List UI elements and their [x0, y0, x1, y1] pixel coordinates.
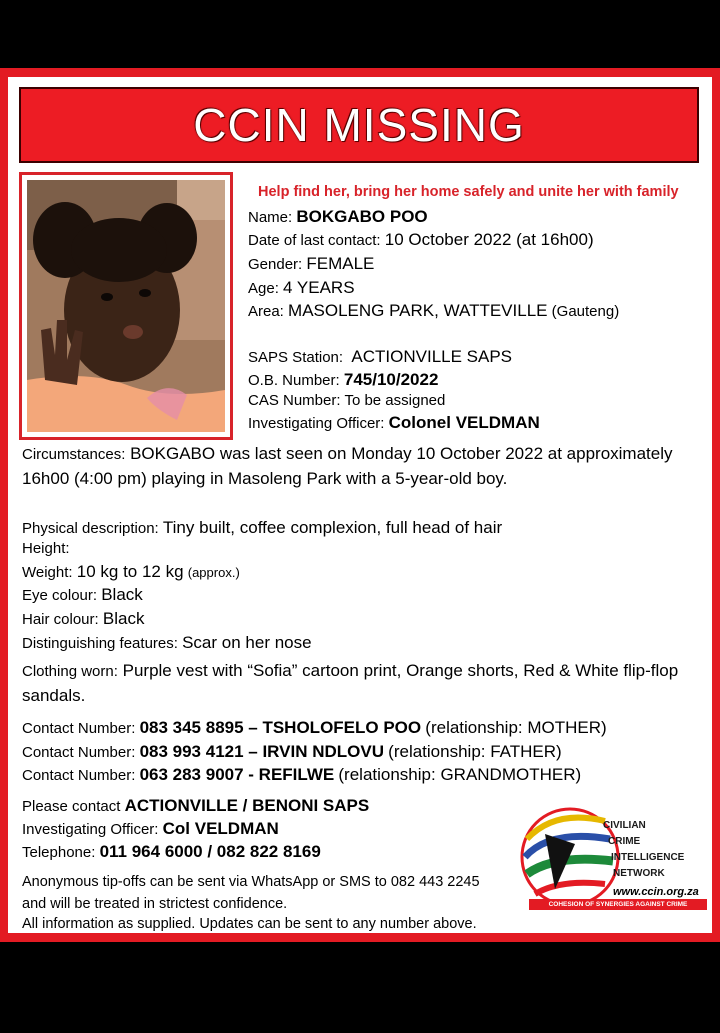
name-label: Name: — [248, 209, 293, 226]
ccin-logo — [515, 799, 711, 929]
telephone-line — [22, 843, 321, 862]
telephone-value: 011 964 6000 / 082 822 8169 — [99, 842, 321, 861]
contact-row — [22, 719, 607, 738]
age-label: Age: — [248, 280, 279, 297]
police-contact-line — [22, 797, 369, 816]
weight-value: 10 kg to 12 kg — [76, 562, 184, 581]
logo-word-1: CIVILIAN — [603, 820, 646, 831]
gender-line — [248, 255, 374, 274]
age-value: 4 YEARS — [283, 278, 355, 297]
contact-number: 083 345 8895 – TSHOLOFELO POO — [139, 718, 422, 737]
logo-word-2: CRIME — [608, 836, 641, 847]
missing-person-photo-frame — [19, 172, 233, 440]
area-region: (Gauteng) — [551, 303, 620, 320]
officer-label: Investigating Officer: — [248, 415, 385, 432]
age-line — [248, 279, 355, 298]
area-value: MASOLENG PARK, WATTEVILLE — [288, 301, 548, 320]
circumstances — [22, 442, 708, 491]
saps-line — [248, 348, 512, 367]
saps-label: SAPS Station: — [248, 349, 344, 366]
features-value: Scar on her nose — [182, 633, 312, 652]
ob-label: O.B. Number: — [248, 372, 340, 389]
logo-url: www.ccin.org.za — [613, 886, 699, 898]
eye-label: Eye colour: — [22, 587, 98, 604]
hair-line — [22, 610, 144, 629]
footer-line-3: All information as supplied. Updates can be sent to any number above. — [22, 916, 477, 932]
contact-number: 063 283 9007 - REFILWE — [139, 765, 335, 784]
clothing — [22, 659, 708, 708]
missing-person-photo — [27, 180, 225, 432]
telephone-label: Telephone: — [22, 844, 96, 861]
hair-value: Black — [102, 609, 145, 628]
height-label: Height: — [22, 540, 70, 557]
features-label: Distinguishing features: — [22, 635, 178, 652]
description-line — [22, 519, 502, 538]
police-contact-label: Please contact — [22, 798, 121, 815]
poster — [0, 68, 720, 942]
contact-number: 083 993 4121 – IRVIN NDLOVU — [139, 742, 384, 761]
officer-line — [248, 414, 540, 433]
cas-label: CAS Number: — [248, 392, 341, 409]
poster-body — [8, 77, 712, 933]
police-contact-value: ACTIONVILLE / BENONI SAPS — [124, 796, 370, 815]
contact-relation: (relationship: GRANDMOTHER) — [338, 765, 582, 784]
hair-label: Hair colour: — [22, 611, 99, 628]
title-banner — [19, 87, 699, 163]
logo-word-3: INTELLIGENCE — [611, 852, 685, 863]
last-contact-label: Date of last contact: — [248, 232, 381, 249]
description-value: Tiny built, coffee complexion, full head of hair — [162, 518, 503, 537]
contact-label: Contact Number: — [22, 744, 136, 761]
area-label: Area: — [248, 303, 284, 320]
ob-line — [248, 371, 438, 390]
ob-value: 745/10/2022 — [343, 370, 439, 389]
name-value: BOKGABO POO — [296, 207, 428, 226]
cas-line — [248, 392, 445, 410]
eye-line — [22, 586, 143, 605]
footer-line-1: Anonymous tip-offs can be sent via WhatsApp or SMS to 082 443 2245 — [22, 874, 480, 890]
circumstances-text: BOKGABO was last seen on Monday 10 October 2022 at approximately 16h00 (4:00 pm) playing in Masoleng Park with a 5-year-old boy. — [22, 444, 673, 488]
weight-note: (approx.) — [187, 565, 240, 580]
features-line — [22, 634, 312, 653]
contact-relation: (relationship: MOTHER) — [425, 718, 607, 737]
tagline: Help find her, bring her home safely and unite her with family — [258, 184, 679, 200]
footer-line-2: and will be treated in strictest confidence. — [22, 896, 288, 912]
clothing-value: Purple vest with “Sofia” cartoon print, Orange shorts, Red & White flip-flop sandals. — [22, 661, 679, 705]
clothing-label: Clothing worn: — [22, 663, 118, 680]
logo-slogan: COHESION OF SYNERGIES AGAINST CRIME — [529, 899, 707, 910]
police-officer-value: Col VELDMAN — [162, 819, 279, 838]
police-officer-line — [22, 820, 279, 839]
logo-word-4: NETWORK — [613, 868, 665, 879]
contact-relation: (relationship: FATHER) — [388, 742, 562, 761]
weight-label: Weight: — [22, 564, 73, 581]
contact-label: Contact Number: — [22, 720, 136, 737]
last-contact-value: 10 October 2022 (at 16h00) — [384, 230, 594, 249]
gender-value: FEMALE — [306, 254, 375, 273]
area-line — [248, 302, 619, 321]
contact-row — [22, 743, 562, 762]
contact-label: Contact Number: — [22, 767, 136, 784]
name-line — [248, 208, 428, 227]
contact-row — [22, 766, 581, 785]
cas-value: To be assigned — [344, 392, 446, 409]
circumstances-label: Circumstances: — [22, 446, 126, 463]
description-label: Physical description: — [22, 520, 159, 537]
police-officer-label: Investigating Officer: — [22, 821, 159, 838]
eye-value: Black — [101, 585, 143, 604]
height-line — [22, 540, 70, 558]
saps-value: ACTIONVILLE SAPS — [351, 347, 513, 366]
weight-line — [22, 563, 240, 582]
gender-label: Gender: — [248, 256, 303, 273]
page-title: CCIN MISSING — [193, 99, 525, 151]
last-contact-line — [248, 231, 594, 250]
officer-value: Colonel VELDMAN — [388, 413, 540, 432]
